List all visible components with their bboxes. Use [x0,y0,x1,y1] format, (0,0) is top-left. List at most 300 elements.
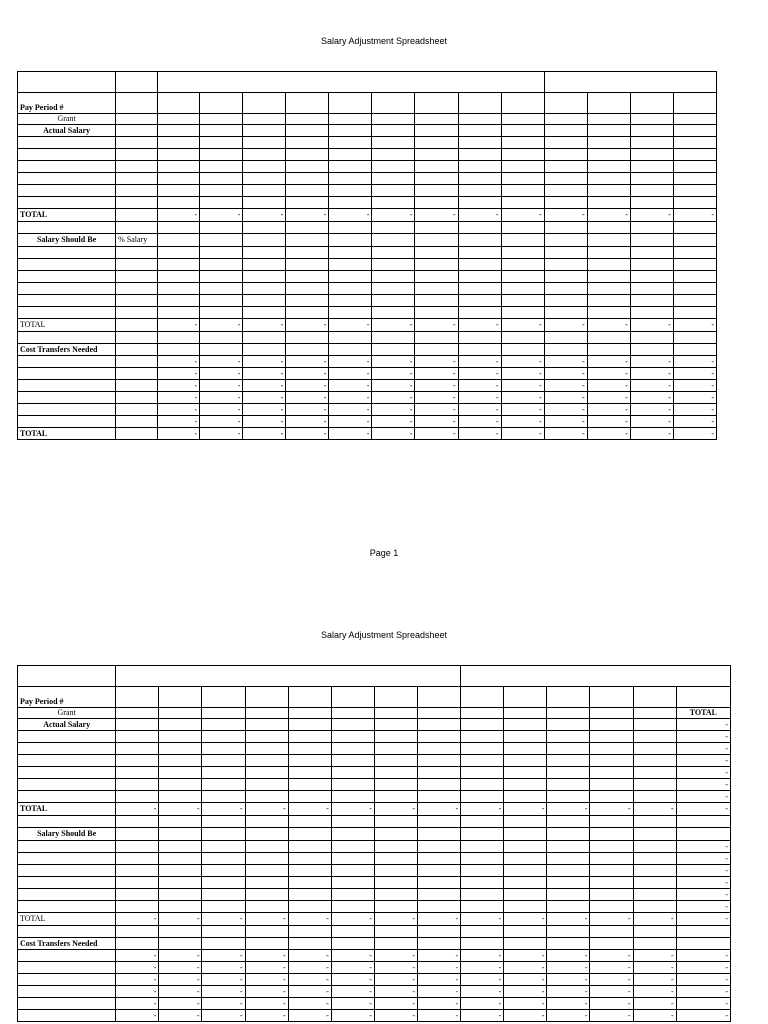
cell [587,161,630,173]
cell [200,259,243,271]
cell [633,901,676,913]
cell [504,938,547,950]
total-value: - [504,913,547,926]
cell [245,719,288,731]
cell [587,307,630,319]
cell [288,877,331,889]
cell [633,755,676,767]
cell [418,816,461,828]
cell [116,816,159,828]
transfer-value: - [590,986,633,998]
total-value: - [288,803,331,816]
cell [415,295,458,307]
cell [501,185,544,197]
table-row [18,114,717,125]
transfer-value: - [587,392,630,404]
cell [243,344,286,356]
cell [590,719,633,731]
cell [286,149,329,161]
cell [372,149,415,161]
pay-period-label: Pay Period # [18,687,116,708]
transfer-value: - [633,974,676,986]
cell [116,743,159,755]
transfer-value: - [159,962,202,974]
cell [116,209,158,222]
cell [116,114,158,125]
cell [286,307,329,319]
cell [587,283,630,295]
cell [630,283,673,295]
total-value: - [501,319,544,332]
cell [372,222,415,234]
cell [676,938,730,950]
cell [329,149,372,161]
row-total-value: - [676,913,730,926]
cell [504,708,547,719]
cell [504,743,547,755]
table-row [18,767,731,779]
cell [200,247,243,259]
cell [547,767,590,779]
transfer-value: - [501,356,544,368]
cell [288,828,331,841]
transfer-value: - [158,404,200,416]
cell [331,865,374,877]
transfer-value: - [504,1010,547,1022]
table-row [18,828,731,841]
cell [547,719,590,731]
total-value: - [374,913,417,926]
transfer-value: - [501,404,544,416]
cell [116,865,159,877]
cell [461,719,504,731]
transfer-value: - [245,986,288,998]
cell [504,877,547,889]
cell [673,137,716,149]
cell [243,271,286,283]
total-label: TOTAL [18,209,116,222]
cell [544,197,587,209]
table-row [18,93,717,114]
transfer-value: - [547,950,590,962]
total-value: - [590,803,633,816]
cell [501,307,544,319]
cell [159,767,202,779]
cell [547,731,590,743]
transfer-value: - [415,356,458,368]
cell [18,779,116,791]
cell [18,259,116,271]
cell [633,719,676,731]
transfer-value: - [633,1010,676,1022]
cell [418,841,461,853]
cell [18,283,116,295]
cell [374,865,417,877]
cell [288,901,331,913]
transfer-value: - [415,380,458,392]
pay-period-cell [116,687,159,708]
total-value: - [418,803,461,816]
total-value: - [329,209,372,222]
cell [501,344,544,356]
cell [673,149,716,161]
cell [630,125,673,137]
cell [547,743,590,755]
transfer-value: - [286,416,329,428]
pay-period-cell [243,93,286,114]
cell [461,926,504,938]
total-value: - [633,803,676,816]
pay-period-cell [676,687,730,708]
transfer-value: - [200,380,243,392]
transfer-value: - [374,986,417,998]
cell [630,173,673,185]
transfer-value: - [458,356,501,368]
cell [18,185,116,197]
cell [544,161,587,173]
cell [633,841,676,853]
cell [245,779,288,791]
transfer-value: - [243,368,286,380]
cell [288,755,331,767]
cell [202,743,245,755]
transfer-value: - [288,974,331,986]
total-value: - [415,319,458,332]
cell [158,149,200,161]
cell [288,779,331,791]
grant-label: Grant [18,114,116,125]
cell [547,938,590,950]
cell [501,234,544,247]
table-row [18,404,717,416]
cell [501,137,544,149]
total-value: - [329,319,372,332]
transfer-value: - [547,1010,590,1022]
cell [243,307,286,319]
cell [331,743,374,755]
total-value: - [544,319,587,332]
cell [547,865,590,877]
cell [590,767,633,779]
page-title: Salary Adjustment Spreadsheet [320,36,448,46]
transfer-value: - [374,998,417,1010]
cell [587,295,630,307]
cell [329,283,372,295]
cell [243,222,286,234]
cell [243,185,286,197]
cell [159,731,202,743]
transfer-value: - [158,380,200,392]
table-row [18,950,731,962]
cell [458,295,501,307]
pay-period-cell [245,687,288,708]
total-value: - [547,913,590,926]
cell [630,271,673,283]
cell [288,865,331,877]
transfer-value: - [673,392,716,404]
cell [547,853,590,865]
transfer-value: - [458,416,501,428]
total-value: - [590,913,633,926]
cell [372,307,415,319]
transfer-value: - [544,368,587,380]
cell [415,247,458,259]
cell [331,708,374,719]
total-value: - [159,803,202,816]
transfer-value: - [329,392,372,404]
cell [158,332,200,344]
cell [331,877,374,889]
cell [547,828,590,841]
cell [673,295,716,307]
cell [288,841,331,853]
salary-table [17,71,717,440]
transfer-value: - [547,998,590,1010]
total-value: - [418,913,461,926]
transfer-value: - [418,986,461,998]
transfer-value: - [158,392,200,404]
cell [630,259,673,271]
transfer-value: - [331,1010,374,1022]
transfer-value: - [331,962,374,974]
cell [116,719,159,731]
transfer-value: - [590,962,633,974]
cell [158,173,200,185]
cell [18,791,116,803]
cell [587,173,630,185]
pay-period-cell [329,93,372,114]
cell [587,149,630,161]
cell [288,853,331,865]
cell [200,173,243,185]
cell [286,173,329,185]
cell [329,271,372,283]
cell [501,283,544,295]
grant-label: Grant [18,708,116,719]
transfer-value: - [633,962,676,974]
table-row [18,72,717,93]
transfer-value: - [159,950,202,962]
cell [544,137,587,149]
cell [159,853,202,865]
total-value: - [587,319,630,332]
cell [18,380,116,392]
transfer-value: - [116,974,159,986]
cell [458,173,501,185]
total-value: - [630,428,673,440]
cell [418,755,461,767]
cell [590,828,633,841]
cell [116,137,158,149]
cell [587,137,630,149]
transfer-value: - [504,950,547,962]
cell [633,877,676,889]
row-total-value: - [676,998,730,1010]
total-value: - [200,428,243,440]
transfer-value: - [329,416,372,428]
cell [286,259,329,271]
cell [18,222,116,234]
cell [673,222,716,234]
cell [18,416,116,428]
cell [458,222,501,234]
transfer-value: - [633,986,676,998]
cell [288,889,331,901]
cell [288,791,331,803]
cell [504,828,547,841]
total-column-header: TOTAL [676,708,730,719]
table-row [18,913,731,926]
row-total-value: - [676,901,730,913]
table-row [18,743,731,755]
pay-period-cell [587,93,630,114]
transfer-value: - [415,404,458,416]
transfer-value: - [158,356,200,368]
total-value: - [372,319,415,332]
cell [329,173,372,185]
transfer-value: - [418,962,461,974]
cell [18,986,116,998]
transfer-value: - [372,404,415,416]
total-value: - [159,913,202,926]
cell [245,791,288,803]
cell [418,708,461,719]
cell [158,271,200,283]
pay-period-cell [374,687,417,708]
cell [630,307,673,319]
cell [633,853,676,865]
cell [202,767,245,779]
transfer-value: - [288,986,331,998]
cell [418,926,461,938]
cell [461,743,504,755]
table-row [18,803,731,816]
pay-period-cell [633,687,676,708]
transfer-value: - [587,380,630,392]
transfer-value: - [245,950,288,962]
cell [200,344,243,356]
table-row [18,161,717,173]
cell [18,197,116,209]
cell [116,247,158,259]
cell [116,295,158,307]
cell [116,791,159,803]
cell [245,901,288,913]
total-value: - [329,428,372,440]
cell [374,743,417,755]
cell [202,708,245,719]
pay-period-cell [415,93,458,114]
transfer-value: - [504,998,547,1010]
transfer-value: - [288,1010,331,1022]
transfer-value: - [461,950,504,962]
table-row [18,731,731,743]
cell [18,368,116,380]
transfer-value: - [630,368,673,380]
transfer-value: - [245,974,288,986]
transfer-value: - [200,356,243,368]
cell [673,307,716,319]
cell [158,247,200,259]
transfer-value: - [458,392,501,404]
cell [504,767,547,779]
transfer-value: - [202,986,245,998]
cell [329,197,372,209]
cell [18,755,116,767]
cell [590,938,633,950]
table-row [18,259,717,271]
cell [547,755,590,767]
cell [590,901,633,913]
transfer-value: - [288,950,331,962]
cell [245,767,288,779]
cell [18,161,116,173]
pct-salary-label: % Salary [116,234,158,247]
cell [159,719,202,731]
cell [590,755,633,767]
transfer-value: - [544,416,587,428]
transfer-value: - [590,1010,633,1022]
cell [329,332,372,344]
transfer-value: - [329,380,372,392]
cell [630,332,673,344]
transfer-value: - [461,986,504,998]
total-value: - [458,209,501,222]
cell [200,271,243,283]
cell [331,816,374,828]
transfer-value: - [587,416,630,428]
cell [458,185,501,197]
cell [547,816,590,828]
cell [243,295,286,307]
cell [501,173,544,185]
cell [458,332,501,344]
cell [18,173,116,185]
cell [544,271,587,283]
cell [243,247,286,259]
cell [415,283,458,295]
table-row [18,344,717,356]
cell [415,125,458,137]
cell [461,779,504,791]
cell [202,791,245,803]
cell [202,828,245,841]
cell [633,938,676,950]
pay-period-cell [630,93,673,114]
cell [374,816,417,828]
cell [590,731,633,743]
transfer-value: - [630,404,673,416]
cell [116,259,158,271]
total-value: - [286,319,329,332]
cell [504,755,547,767]
cell [544,149,587,161]
cell [116,926,159,938]
table-row [18,332,717,344]
cell [590,841,633,853]
cell [245,926,288,938]
cell [200,332,243,344]
cell [504,779,547,791]
cell [418,743,461,755]
transfer-value: - [158,368,200,380]
cell [374,791,417,803]
cell [544,332,587,344]
transfer-value: - [202,950,245,962]
table-row [18,962,731,974]
total-value: - [461,803,504,816]
cell [18,767,116,779]
